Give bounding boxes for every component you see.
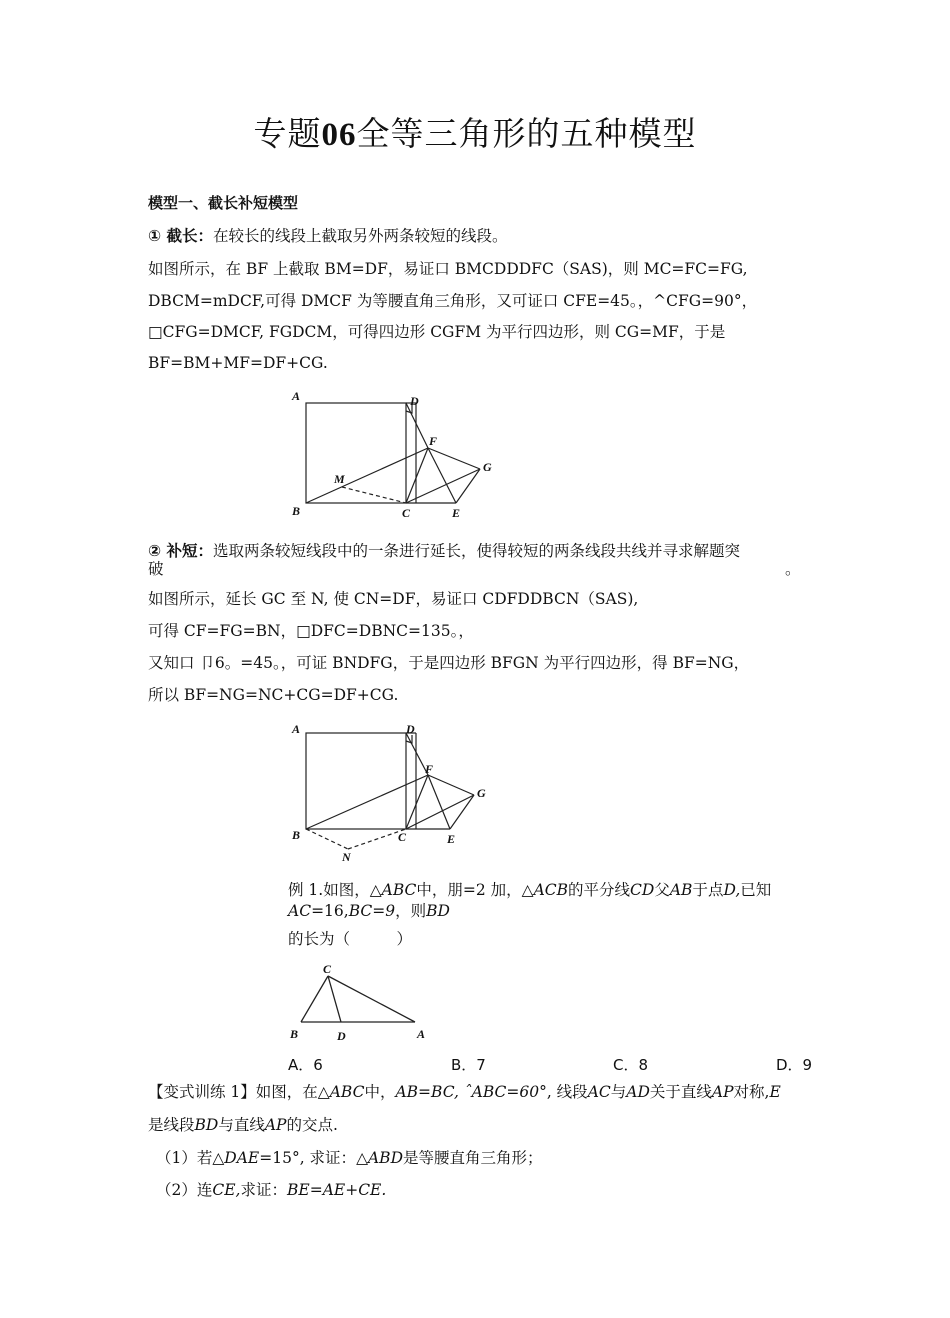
- fig1-label-d: D: [410, 394, 419, 408]
- fig1-label-f: F: [429, 434, 438, 448]
- figure-2-diagram: [280, 715, 510, 865]
- fig1-label-e: E: [452, 506, 461, 520]
- option-a: A．6: [288, 1056, 323, 1074]
- part1-line-1: 如图所示，在 BF 上截取 BM=DF，易证口 BMCDDDFC（SAS)，则 MC=FC=FG,: [148, 260, 748, 278]
- fig3-label-d: D: [337, 1029, 346, 1043]
- fig2-label-d: D: [406, 722, 415, 736]
- part2-line-1: 如图所示，延长 GC 至 N, 使 CN=DF，易证口 CDFDDBCN（SAS),: [148, 590, 639, 608]
- part2-intro-text: 选取两条较短线段中的一条进行延长，使得较短的两条线段共线并寻求解题突: [213, 542, 741, 560]
- square-abcd: [306, 733, 406, 829]
- part2-line-3: 又知口 卩6。=45。，可证 BNDFG，于是四边形 BFGN 为平行四边形，得 BF=NG，: [148, 654, 750, 672]
- variant1-line-1: 【变式训练 1】如图，在△ABC中，AB=BC, ˆABC=60°, 线段AC与AD关于直线AP对称,E: [148, 1083, 781, 1101]
- variant1-line-2: 是线段BD与直线AP的交点.: [148, 1116, 338, 1134]
- fig2-label-c: C: [398, 830, 407, 844]
- square-abcd: [306, 403, 406, 503]
- fig2-label-f: F: [425, 762, 434, 776]
- option-d: D．9: [776, 1056, 813, 1074]
- example1-line-1: 例 1.如图，△ABC中，朋=2 加，△ACB的平分线CD父AB于点D,已知: [288, 881, 772, 899]
- variant1-question-1: （1）若△DAE=15°, 求证：△ABD是等腰直角三角形；: [156, 1149, 543, 1167]
- segment-cd: [328, 976, 341, 1022]
- part1-line-2: DBCM=mDCF,可得 DMCF 为等腰直角三角形，又可证口 CFE=45。，^CFG=90°，: [148, 292, 758, 310]
- figure-1-diagram: [280, 385, 510, 525]
- part1-intro-text: 在较长的线段上截取另外两条较短的线段。: [213, 227, 508, 245]
- option-b: B．7: [451, 1056, 486, 1074]
- title-number: 06: [321, 117, 357, 153]
- fig2-label-a: A: [292, 722, 301, 736]
- example1-line-2: AC=16,BC=9，则BD: [288, 902, 450, 920]
- part2-line-4: 所以 BF=NG=NC+CG=DF+CG.: [148, 686, 399, 704]
- title-prefix: 专题: [253, 114, 322, 153]
- part1-line-3: □CFG=DMCF, FGDCM，可得四边形 CGFM 为平行四边形，则 CG=MF，于是: [148, 323, 726, 341]
- segment-bn-dashed: [306, 829, 348, 849]
- title-suffix: 全等三角形的五种模型: [356, 114, 697, 153]
- example1-line-3: 的长为（ ）: [288, 930, 413, 948]
- part2-intro-continued: 破: [148, 560, 164, 578]
- fig1-label-a: A: [292, 389, 301, 403]
- segment-mc-dashed: [342, 487, 406, 503]
- segment-bc: [301, 976, 328, 1022]
- part2-label: ② 补短：: [148, 542, 214, 560]
- fig1-label-b: B: [292, 504, 301, 518]
- part2-intro: [148, 541, 740, 561]
- part1-line-4: BF=BM+MF=DF+CG.: [148, 354, 328, 372]
- section-heading: 模型一、截长补短模型: [148, 194, 299, 212]
- part1-label: ① 截长：: [148, 227, 214, 245]
- fig1-label-g: G: [483, 460, 492, 474]
- variant1-question-2: （2）连CE,求证：BE=AE+CE.: [156, 1181, 387, 1199]
- fig1-label-m: M: [334, 472, 345, 486]
- fig2-label-g: G: [477, 786, 486, 800]
- fig2-label-e: E: [447, 832, 456, 846]
- part1-intro: [148, 226, 508, 246]
- fig2-label-n: N: [342, 850, 351, 864]
- figure-3-triangle: [285, 962, 435, 1042]
- part2-intro-period: 。: [785, 560, 801, 578]
- fig3-label-b: B: [290, 1027, 299, 1041]
- fig3-label-a: A: [417, 1027, 426, 1041]
- fig3-label-c: C: [323, 962, 332, 976]
- segment-ca: [328, 976, 415, 1022]
- page-title: [0, 108, 950, 155]
- option-c: C．8: [613, 1056, 649, 1074]
- fig2-label-b: B: [292, 828, 301, 842]
- fig1-label-c: C: [402, 506, 411, 520]
- segment-df: [406, 403, 428, 448]
- part2-line-2: 可得 CF=FG=BN，□DFC=DBNC=135。，: [148, 622, 474, 640]
